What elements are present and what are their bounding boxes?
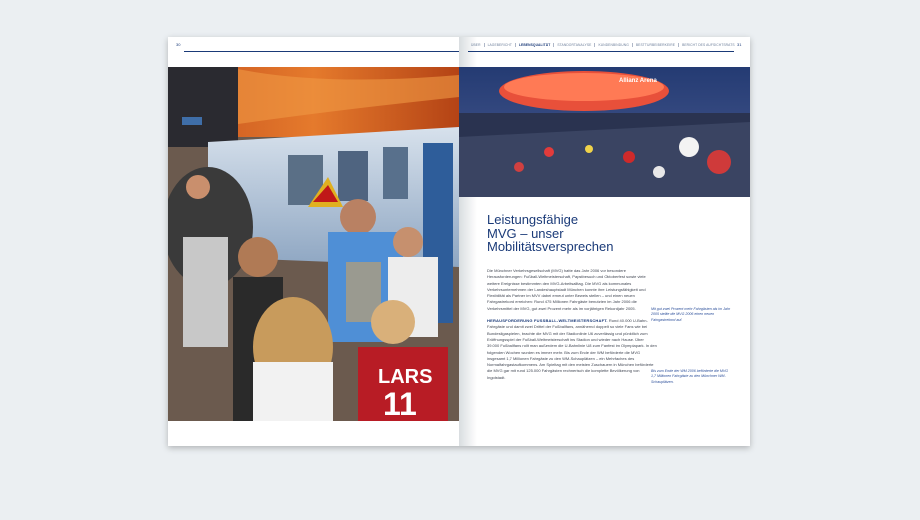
margin-note-1: Mit gut zwei Prozent mehr Fahrgästen als im Jahr 2005 stellte die MVG 2006 einen neuen Fahrgastrekord auf. [651, 307, 731, 322]
body-paragraph-2 [487, 318, 657, 381]
article-body [487, 268, 657, 387]
allianz-arena-photo [459, 67, 750, 197]
section-nav [468, 43, 738, 47]
nav-item[interactable]: LEBENSQUALITÄT [515, 43, 553, 47]
headline-line-2: MVG – unser [487, 225, 564, 241]
headline-line-3: Mobilitätsversprechen [487, 239, 614, 254]
nav-item[interactable]: ÜBER [471, 43, 481, 47]
jersey-name: LARS [378, 366, 433, 388]
jersey-number: 11 [383, 386, 417, 421]
nav-item[interactable]: KUNDENBINDUNG [594, 43, 631, 47]
crowd-subway-photo [168, 67, 459, 421]
left-header-rule [184, 51, 459, 52]
nav-item[interactable]: BERICHT DES AUFSICHTSRATS [678, 43, 738, 47]
paragraph-2-text: Rund 40.000 U-Bahn-Fahrgäste und damit zwei Drittel der Fußballfans, annähernd doppelt so viele Fans wie bei Bundesligaspielen, brachte die MVG mit der Stadionlinie U6 zuverlässig und pünktlich zum Eröffnungsspiel der Fußball-Weltmeisterschaft ins Stadion und wieder nach Hause. Über 39.000 Fußballfans rollt man außerdem die U-Bahnlinie U8 zum Fanfest im Olympiapark. In den folgenden Wochen wurden es immer mehr. Bis zum Ende der WM beförderte die MVG insgesamt 1,7 Millionen Fahrgäste zu den WM-Schauplätzen – ein Mehrfaches des Normalfahrgastaufkommens. Am Spieltag mit den meisten Zuschauern in München beförderte die MVG gar mit rund 125.000 Fahrgästen rechnerisch die komplette Bevölkerung von Ingolstadt. [487, 318, 657, 380]
right-page-number: 31 [737, 42, 742, 47]
right-header-rule [468, 51, 734, 52]
body-paragraph-1: Die Münchner Verkehrsgesellschaft (MVG) hatte das Jahr 2006 vor besondere Herausforderungen: Fußball-Weltmeisterschaft, Papstbesuch und Oktoberfest sowie viele weitere Ereignisse bestimmten den MVG-Arbeitsalltag. Die MVG als kommunales Verkehrsunternehmen der Landeshauptstadt München konnte ihre Leistungsfähigkeit und Flexibilität als Partner im MVV dabei erneut unter Beweis stellen – und einen neuen Fahrgastrekord erreichen: Rund 475 Millionen Fahrgäste benutzten im Jahr 2006 die Verkehrsmittel der MVG, gut zwei Prozent mehr als im vorjährigen Rekordjahr 2005. [487, 268, 646, 311]
left-page-number: 30 [176, 42, 181, 47]
margin-note-2: Bis zum Ende der WM 2006 beförderte die MVG 1,7 Millionen Fahrgäste zu den Münchner WM-Schauplätzen. [651, 369, 729, 384]
paragraph-lead: HERAUSFORDERUNG FUSSBALL-WELTMEISTERSCHAFT. [487, 318, 608, 324]
nav-item[interactable]: BESTTURBEIBERKEIRE [632, 43, 678, 47]
arena-sign: Allianz Arena [619, 78, 657, 84]
article-headline [487, 213, 667, 254]
nav-item[interactable]: STANDORTANALYSE [553, 43, 594, 47]
headline-line-1: Leistungsfähige [487, 212, 579, 227]
nav-item[interactable]: LAGEBERICHT [484, 43, 515, 47]
brochure-spread [168, 37, 750, 446]
